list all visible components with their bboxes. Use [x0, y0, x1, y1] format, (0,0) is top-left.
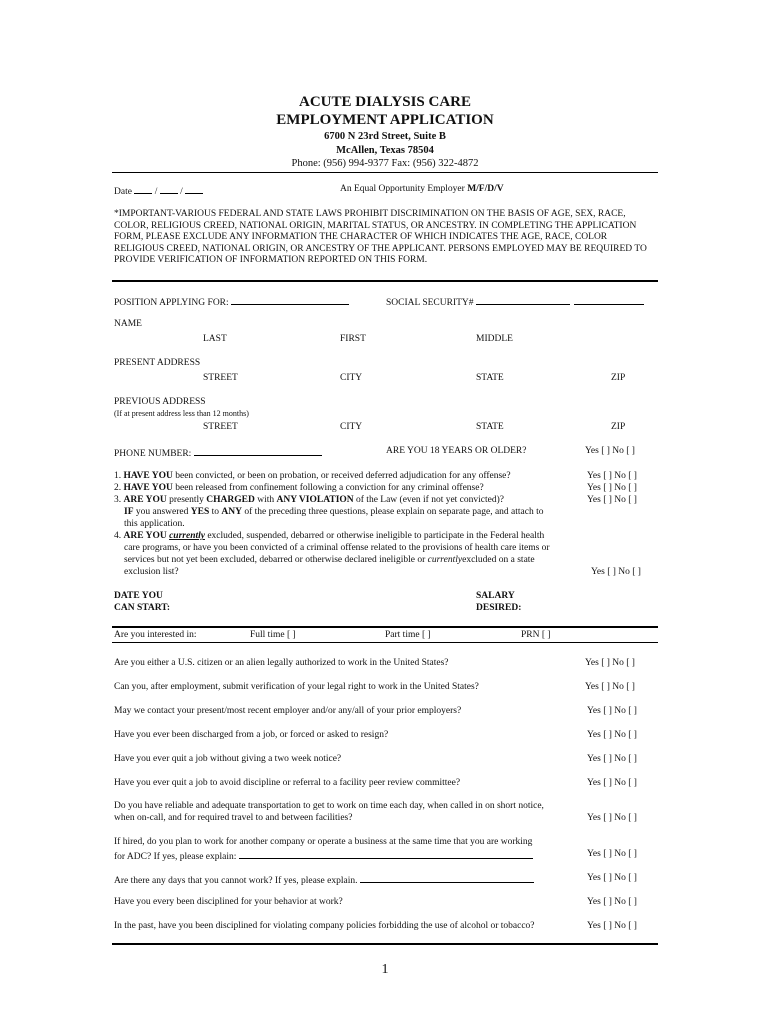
name-last-label: LAST	[203, 334, 227, 344]
question-citizen: Are you either a U.S. citizen or an alien legally authorized to work in the United States?	[114, 658, 449, 668]
position-label: POSITION APPLYING FOR:	[114, 298, 229, 308]
question-other-work-yes-no[interactable]: Yes [ ] No [ ]	[587, 849, 637, 859]
salary-label-2: DESIRED:	[476, 603, 522, 613]
question-discharged: Have you ever been discharged from a job, or forced or asked to resign?	[114, 730, 389, 740]
question-verification: Can you, after employment, submit verification of your legal right to work in the United States?	[114, 682, 479, 692]
question-transportation-yes-no[interactable]: Yes [ ] No [ ]	[587, 813, 637, 823]
position-blank[interactable]	[231, 295, 349, 305]
phone-fax: Phone: (956) 994-9377 Fax: (956) 322-4872	[291, 158, 479, 169]
present-zip-label: ZIP	[611, 373, 626, 383]
name-middle-label: MIDDLE	[476, 334, 513, 344]
question-discharged-yes-no[interactable]: Yes [ ] No [ ]	[587, 730, 637, 740]
phone-blank[interactable]	[194, 446, 322, 456]
question-disciplined-behavior-yes-no[interactable]: Yes [ ] No [ ]	[587, 897, 637, 907]
legal-question-1-yes-no[interactable]: Yes [ ] No [ ]	[587, 471, 637, 481]
phone-label: PHONE NUMBER:	[114, 449, 192, 459]
eoe-statement	[340, 184, 504, 194]
date-year-blank[interactable]	[185, 184, 203, 194]
previous-address-note: (If at present address less than 12 months)	[114, 409, 249, 418]
address-line-1: 6700 N 23rd Street, Suite B	[324, 131, 446, 142]
date-month-blank[interactable]	[134, 184, 152, 194]
question-contact-employer: May we contact your present/most recent employer and/or any/all of your prior employers?	[114, 706, 462, 716]
question-days-cannot-work[interactable]	[114, 873, 534, 888]
form-title: ACUTE DIALYSIS CARE	[299, 94, 471, 110]
ssn-label: SOCIAL SECURITY#	[386, 298, 474, 308]
previous-zip-label: ZIP	[611, 422, 626, 432]
date-slash-2: /	[180, 187, 183, 197]
previous-state-label: STATE	[476, 422, 504, 432]
present-city-label: CITY	[340, 373, 363, 383]
legal-question-4-yes-no[interactable]: Yes [ ] No [ ]	[591, 567, 641, 577]
present-street-label: STREET	[203, 373, 238, 383]
question-disciplined-behavior: Have you every been disciplined for your behavior at work?	[114, 897, 343, 907]
legal-question-1: 1. HAVE YOU been convicted, or been on probation, or received deferred adjudication for any offense?	[114, 471, 511, 481]
prn-option[interactable]: PRN [ ]	[521, 630, 551, 640]
question-quit-notice: Have you ever quit a job without giving a two week notice?	[114, 754, 342, 764]
page-number: 1	[381, 962, 389, 977]
ssn-blank-1[interactable]	[476, 295, 570, 305]
legal-explain-instruction-2: this application.	[124, 519, 185, 529]
footer-divider	[112, 943, 658, 945]
interest-divider	[112, 642, 658, 643]
legal-question-4-line-2: care programs, or have you been convicted of a criminal offense related to the provisions of health care items or	[124, 543, 550, 553]
full-time-option[interactable]: Full time [ ]	[250, 630, 296, 640]
legal-question-4-line-3: services but not yet been excluded, debarred or otherwise declared ineligible or currentlyexcluded on a state	[124, 555, 535, 565]
question-other-work-line-2[interactable]	[114, 849, 533, 864]
age-yes-no[interactable]: Yes [ ] No [ ]	[585, 446, 635, 456]
address-line-2: McAllen, Texas 78504	[336, 145, 434, 156]
start-date-label-2: CAN START:	[114, 603, 171, 613]
question-days-cannot-work-label: Are there any days that you cannot work? If yes, please explain.	[114, 876, 358, 886]
name-label: NAME	[114, 319, 142, 329]
question-other-work: If hired, do you plan to work for another company or operate a business at the same time that you are working	[114, 837, 533, 847]
ssn-field[interactable]	[386, 295, 644, 308]
question-other-work-explain-label: for ADC? If yes, please explain:	[114, 852, 237, 862]
legal-question-3-yes-no[interactable]: Yes [ ] No [ ]	[587, 495, 637, 505]
previous-street-label: STREET	[203, 422, 238, 432]
age-question: ARE YOU 18 YEARS OR OLDER?	[386, 446, 527, 456]
interest-label: Are you interested in:	[114, 630, 197, 640]
question-transportation: Do you have reliable and adequate transportation to get to work on time each day, when called in on short notice,	[114, 801, 544, 811]
legal-question-4: 4. ARE YOU currently excluded, suspended, debarred or otherwise ineligible to participate in the Federal health	[114, 531, 545, 541]
eoe-suffix: M/F/D/V	[467, 184, 504, 194]
date-slash-1: /	[154, 187, 158, 197]
question-contact-employer-yes-no[interactable]: Yes [ ] No [ ]	[587, 706, 637, 716]
salary-label-1: SALARY	[476, 591, 515, 601]
part-time-option[interactable]: Part time [ ]	[385, 630, 431, 640]
legal-question-4-line-4: exclusion list?	[124, 567, 179, 577]
date-field[interactable]	[114, 184, 203, 197]
date-day-blank[interactable]	[160, 184, 178, 194]
question-quit-discipline-yes-no[interactable]: Yes [ ] No [ ]	[587, 778, 637, 788]
header-divider	[112, 172, 658, 173]
phone-field[interactable]	[114, 446, 322, 459]
legal-explain-instruction: IF you answered YES to ANY of the preceding three questions, please explain on separate page, and attach to	[124, 507, 544, 517]
discrimination-notice: *IMPORTANT-VARIOUS FEDERAL AND STATE LAWS PROHIBIT DISCRIMINATION ON THE BASIS OF AGE, SEX, RACE, COLOR, RELIGIOUS CREED, NATIONAL ORIGIN, MARITAL STATUS, OR ANCESTRY. IN COMPLETING THE APPLICATION FORM, PLEASE EXCLUDE ANY INFORMATION THE CHARACTER OF WHICH INDICATES THE AGE, RACE, COLOR RELIGIOUS CREED, NATIONAL ORIGIN, OR ANCESTRY OF THE APPLICANT. PERSONS EMPLOYED MAY BE REQUIRED TO PROVIDE VERIFICATION OF INFORMATION REPORTED ON THIS FORM.	[114, 209, 647, 265]
eoe-prefix: An Equal Opportunity Employer	[340, 184, 465, 194]
question-alcohol-tobacco: In the past, have you been disciplined for violating company policies forbidding the use of alcohol or tobacco?	[114, 921, 535, 931]
previous-address-label: PREVIOUS ADDRESS	[114, 397, 206, 407]
other-work-explain-blank[interactable]	[239, 849, 533, 859]
ssn-blank-2[interactable]	[574, 295, 644, 305]
question-alcohol-tobacco-yes-no[interactable]: Yes [ ] No [ ]	[587, 921, 637, 931]
question-days-cannot-work-yes-no[interactable]: Yes [ ] No [ ]	[587, 873, 637, 883]
legal-question-3: 3. ARE YOU presently CHARGED with ANY VIOLATION of the Law (even if not yet convicted)?	[114, 495, 504, 505]
present-state-label: STATE	[476, 373, 504, 383]
date-label: Date	[114, 187, 132, 197]
question-citizen-yes-no[interactable]: Yes [ ] No [ ]	[585, 658, 635, 668]
start-divider	[112, 626, 658, 628]
question-transportation-line-2: when on-call, and for required travel to and between facilities?	[114, 813, 353, 823]
name-first-label: FIRST	[340, 334, 366, 344]
legal-question-2: 2. HAVE YOU been released from confinement following a conviction for any criminal offense?	[114, 483, 484, 493]
legal-question-2-yes-no[interactable]: Yes [ ] No [ ]	[587, 483, 637, 493]
question-quit-notice-yes-no[interactable]: Yes [ ] No [ ]	[587, 754, 637, 764]
days-cannot-work-blank[interactable]	[360, 873, 534, 883]
position-field[interactable]	[114, 295, 349, 308]
question-quit-discipline: Have you ever quit a job to avoid discipline or referral to a facility peer review committee?	[114, 778, 461, 788]
form-subtitle: EMPLOYMENT APPLICATION	[276, 112, 494, 128]
notice-divider	[112, 280, 658, 282]
previous-city-label: CITY	[340, 422, 363, 432]
question-verification-yes-no[interactable]: Yes [ ] No [ ]	[585, 682, 635, 692]
present-address-label: PRESENT ADDRESS	[114, 358, 201, 368]
start-date-label-1: DATE YOU	[114, 591, 163, 601]
